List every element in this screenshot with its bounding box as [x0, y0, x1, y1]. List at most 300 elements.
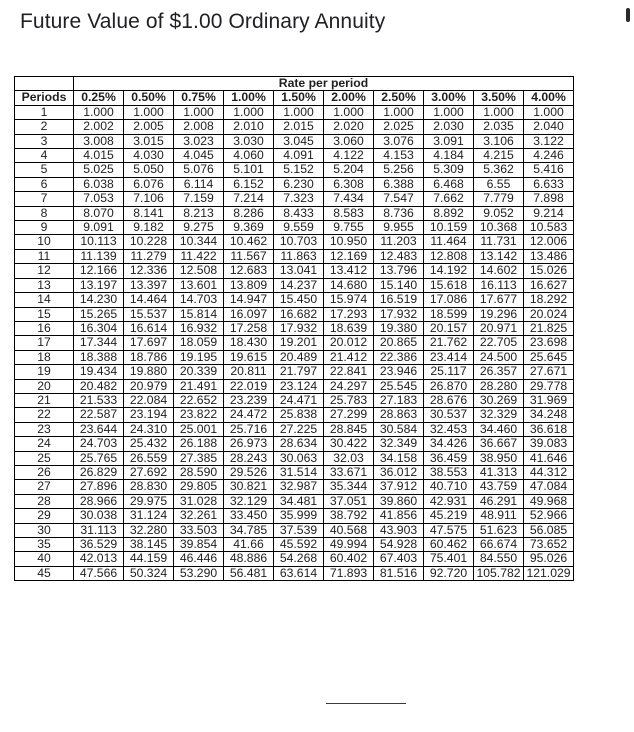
value-cell: 14.602 — [474, 264, 524, 278]
value-cell: 8.892 — [424, 206, 474, 220]
period-cell: 27 — [15, 480, 74, 494]
value-cell: 41.313 — [474, 465, 524, 479]
value-cell: 1.000 — [174, 105, 224, 119]
value-cell: 19.201 — [274, 336, 324, 350]
value-cell: 13.486 — [524, 249, 574, 263]
table-row — [15, 465, 574, 479]
value-cell: 7.159 — [174, 192, 224, 206]
value-cell: 4.184 — [424, 149, 474, 163]
value-cell: 20.865 — [374, 336, 424, 350]
value-cell: 40.710 — [424, 480, 474, 494]
value-cell: 37.051 — [324, 494, 374, 508]
value-cell: 27.183 — [374, 393, 424, 407]
table-row — [15, 177, 574, 191]
value-cell: 38.950 — [474, 451, 524, 465]
value-cell: 16.519 — [374, 293, 424, 307]
value-cell: 66.674 — [474, 538, 524, 552]
value-cell: 60.402 — [324, 552, 374, 566]
value-cell: 22.386 — [374, 350, 424, 364]
value-cell: 33.503 — [174, 523, 224, 537]
value-cell: 21.762 — [424, 336, 474, 350]
value-cell: 7.106 — [124, 192, 174, 206]
value-cell: 32.329 — [474, 408, 524, 422]
rate-column-header: 0.50% — [124, 91, 174, 105]
value-cell: 4.091 — [274, 149, 324, 163]
value-cell: 52.966 — [524, 509, 574, 523]
value-cell: 54.268 — [274, 552, 324, 566]
period-cell: 9 — [15, 221, 74, 235]
period-cell: 30 — [15, 523, 74, 537]
value-cell: 18.059 — [174, 336, 224, 350]
value-cell: 17.086 — [424, 293, 474, 307]
value-cell: 24.297 — [324, 379, 374, 393]
value-cell: 6.308 — [324, 177, 374, 191]
value-cell: 29.805 — [174, 480, 224, 494]
value-cell: 10.950 — [324, 235, 374, 249]
value-cell: 5.362 — [474, 163, 524, 177]
period-cell: 29 — [15, 509, 74, 523]
value-cell: 10.583 — [524, 221, 574, 235]
table-row — [15, 365, 574, 379]
value-cell: 12.169 — [324, 249, 374, 263]
value-cell: 11.139 — [74, 249, 124, 263]
value-cell: 17.344 — [74, 336, 124, 350]
value-cell: 32.280 — [124, 523, 174, 537]
value-cell: 11.203 — [374, 235, 424, 249]
value-cell: 17.932 — [374, 307, 424, 321]
table-row — [15, 235, 574, 249]
period-cell: 22 — [15, 408, 74, 422]
value-cell: 26.870 — [424, 379, 474, 393]
value-cell: 28.676 — [424, 393, 474, 407]
value-cell: 5.204 — [324, 163, 374, 177]
value-cell: 51.623 — [474, 523, 524, 537]
value-cell: 44.312 — [524, 465, 574, 479]
value-cell: 1.000 — [374, 105, 424, 119]
page-title: Future Value of $1.00 Ordinary Annuity — [20, 10, 386, 33]
value-cell: 9.369 — [224, 221, 274, 235]
value-cell: 105.782 — [474, 566, 524, 580]
value-cell: 44.159 — [124, 552, 174, 566]
value-cell: 14.947 — [224, 293, 274, 307]
value-cell: 1.000 — [274, 105, 324, 119]
value-cell: 23.239 — [224, 393, 274, 407]
value-cell: 71.893 — [324, 566, 374, 580]
value-cell: 32.129 — [224, 494, 274, 508]
value-cell: 21.797 — [274, 365, 324, 379]
value-cell: 1.000 — [124, 105, 174, 119]
value-cell: 2.010 — [224, 120, 274, 134]
value-cell: 23.822 — [174, 408, 224, 422]
value-cell: 10.368 — [474, 221, 524, 235]
value-cell: 12.166 — [74, 264, 124, 278]
table-row — [15, 494, 574, 508]
value-cell: 1.000 — [524, 105, 574, 119]
value-cell: 50.324 — [124, 566, 174, 580]
value-cell: 23.414 — [424, 350, 474, 364]
value-cell: 54.928 — [374, 538, 424, 552]
value-cell: 11.422 — [174, 249, 224, 263]
value-cell: 22.084 — [124, 393, 174, 407]
value-cell: 7.898 — [524, 192, 574, 206]
value-cell: 1.000 — [224, 105, 274, 119]
period-cell: 40 — [15, 552, 74, 566]
rate-column-header: 1.50% — [274, 91, 324, 105]
period-cell: 7 — [15, 192, 74, 206]
annuity-table — [14, 76, 574, 581]
value-cell: 27.299 — [324, 408, 374, 422]
table-body — [15, 105, 574, 580]
value-cell: 24.472 — [224, 408, 274, 422]
value-cell: 29.778 — [524, 379, 574, 393]
value-cell: 12.808 — [424, 249, 474, 263]
table-row — [15, 480, 574, 494]
table-row — [15, 393, 574, 407]
value-cell: 36.459 — [424, 451, 474, 465]
value-cell: 11.279 — [124, 249, 174, 263]
value-cell: 6.388 — [374, 177, 424, 191]
bottom-divider — [326, 703, 406, 704]
value-cell: 20.339 — [174, 365, 224, 379]
value-cell: 5.076 — [174, 163, 224, 177]
value-cell: 14.237 — [274, 278, 324, 292]
table-row — [15, 278, 574, 292]
value-cell: 34.158 — [374, 451, 424, 465]
value-cell: 5.309 — [424, 163, 474, 177]
value-cell: 3.015 — [124, 134, 174, 148]
value-cell: 2.015 — [274, 120, 324, 134]
value-cell: 9.214 — [524, 206, 574, 220]
value-cell: 2.020 — [324, 120, 374, 134]
value-cell: 12.683 — [224, 264, 274, 278]
value-cell: 3.122 — [524, 134, 574, 148]
annuity-table-container — [14, 76, 574, 581]
value-cell: 30.537 — [424, 408, 474, 422]
period-cell: 3 — [15, 134, 74, 148]
period-cell: 15 — [15, 307, 74, 321]
table-row — [15, 249, 574, 263]
value-cell: 9.755 — [324, 221, 374, 235]
value-cell: 25.765 — [74, 451, 124, 465]
value-cell: 3.091 — [424, 134, 474, 148]
rate-column-header: 4.00% — [524, 91, 574, 105]
value-cell: 27.225 — [274, 422, 324, 436]
period-cell: 19 — [15, 365, 74, 379]
value-cell: 19.380 — [374, 321, 424, 335]
value-cell: 10.228 — [124, 235, 174, 249]
period-cell: 18 — [15, 350, 74, 364]
value-cell: 49.994 — [324, 538, 374, 552]
period-cell: 23 — [15, 422, 74, 436]
value-cell: 28.243 — [224, 451, 274, 465]
value-cell: 48.911 — [474, 509, 524, 523]
value-cell: 6.114 — [174, 177, 224, 191]
value-cell: 10.703 — [274, 235, 324, 249]
value-cell: 30.422 — [324, 437, 374, 451]
value-cell: 16.682 — [274, 307, 324, 321]
value-cell: 25.117 — [424, 365, 474, 379]
rate-column-header: 2.00% — [324, 91, 374, 105]
table-row — [15, 149, 574, 163]
value-cell: 8.213 — [174, 206, 224, 220]
value-cell: 8.433 — [274, 206, 324, 220]
rate-column-header: 3.50% — [474, 91, 524, 105]
value-cell: 47.566 — [74, 566, 124, 580]
value-cell: 23.644 — [74, 422, 124, 436]
value-cell: 24.310 — [124, 422, 174, 436]
period-cell: 12 — [15, 264, 74, 278]
period-cell: 13 — [15, 278, 74, 292]
table-row — [15, 307, 574, 321]
value-cell: 13.142 — [474, 249, 524, 263]
value-cell: 17.697 — [124, 336, 174, 350]
table-row — [15, 552, 574, 566]
value-cell: 2.040 — [524, 120, 574, 134]
value-cell: 9.182 — [124, 221, 174, 235]
value-cell: 14.464 — [124, 293, 174, 307]
period-cell: 25 — [15, 451, 74, 465]
value-cell: 27.671 — [524, 365, 574, 379]
value-cell: 42.013 — [74, 552, 124, 566]
table-row — [15, 264, 574, 278]
value-cell: 13.041 — [274, 264, 324, 278]
value-cell: 47.575 — [424, 523, 474, 537]
value-cell: 17.677 — [474, 293, 524, 307]
value-cell: 24.500 — [474, 350, 524, 364]
value-cell: 121.029 — [524, 566, 574, 580]
rate-column-header: 1.00% — [224, 91, 274, 105]
value-cell: 11.863 — [274, 249, 324, 263]
value-cell: 36.012 — [374, 465, 424, 479]
period-cell: 24 — [15, 437, 74, 451]
value-cell: 10.462 — [224, 235, 274, 249]
value-cell: 43.759 — [474, 480, 524, 494]
rate-column-header: 3.00% — [424, 91, 474, 105]
table-row — [15, 163, 574, 177]
value-cell: 16.113 — [474, 278, 524, 292]
table-row — [15, 509, 574, 523]
value-cell: 28.280 — [474, 379, 524, 393]
value-cell: 15.974 — [324, 293, 374, 307]
value-cell: 18.639 — [324, 321, 374, 335]
value-cell: 4.030 — [124, 149, 174, 163]
value-cell: 19.195 — [174, 350, 224, 364]
value-cell: 20.489 — [274, 350, 324, 364]
value-cell: 20.979 — [124, 379, 174, 393]
value-cell: 31.028 — [174, 494, 224, 508]
value-cell: 2.030 — [424, 120, 474, 134]
value-cell: 45.592 — [274, 538, 324, 552]
value-cell: 33.450 — [224, 509, 274, 523]
value-cell: 5.416 — [524, 163, 574, 177]
rate-header-row — [15, 77, 574, 91]
value-cell: 4.045 — [174, 149, 224, 163]
value-cell: 6.038 — [74, 177, 124, 191]
value-cell: 26.357 — [474, 365, 524, 379]
value-cell: 16.097 — [224, 307, 274, 321]
period-cell: 17 — [15, 336, 74, 350]
value-cell: 6.152 — [224, 177, 274, 191]
value-cell: 3.045 — [274, 134, 324, 148]
value-cell: 49.968 — [524, 494, 574, 508]
value-cell: 13.796 — [374, 264, 424, 278]
value-cell: 31.969 — [524, 393, 574, 407]
value-cell: 15.265 — [74, 307, 124, 321]
rate-column-header: 2.50% — [374, 91, 424, 105]
period-cell: 26 — [15, 465, 74, 479]
value-cell: 20.482 — [74, 379, 124, 393]
value-cell: 10.344 — [174, 235, 224, 249]
value-cell: 3.030 — [224, 134, 274, 148]
value-cell: 38.553 — [424, 465, 474, 479]
table-row — [15, 566, 574, 580]
period-cell: 11 — [15, 249, 74, 263]
value-cell: 9.091 — [74, 221, 124, 235]
value-cell: 39.854 — [174, 538, 224, 552]
value-cell: 26.973 — [224, 437, 274, 451]
table-row — [15, 451, 574, 465]
value-cell: 28.966 — [74, 494, 124, 508]
scroll-handle[interactable] — [626, 8, 630, 22]
value-cell: 42.931 — [424, 494, 474, 508]
value-cell: 18.786 — [124, 350, 174, 364]
value-cell: 13.601 — [174, 278, 224, 292]
table-row — [15, 221, 574, 235]
value-cell: 6.468 — [424, 177, 474, 191]
value-cell: 11.567 — [224, 249, 274, 263]
value-cell: 28.863 — [374, 408, 424, 422]
value-cell: 25.838 — [274, 408, 324, 422]
value-cell: 21.533 — [74, 393, 124, 407]
value-cell: 48.886 — [224, 552, 274, 566]
value-cell: 28.845 — [324, 422, 374, 436]
value-cell: 12.336 — [124, 264, 174, 278]
value-cell: 5.050 — [124, 163, 174, 177]
value-cell: 22.019 — [224, 379, 274, 393]
value-cell: 17.258 — [224, 321, 274, 335]
value-cell: 36.667 — [474, 437, 524, 451]
table-row — [15, 105, 574, 119]
value-cell: 3.023 — [174, 134, 224, 148]
value-cell: 4.015 — [74, 149, 124, 163]
table-row — [15, 321, 574, 335]
value-cell: 2.035 — [474, 120, 524, 134]
value-cell: 36.529 — [74, 538, 124, 552]
value-cell: 17.932 — [274, 321, 324, 335]
value-cell: 41.646 — [524, 451, 574, 465]
value-cell: 22.652 — [174, 393, 224, 407]
value-cell: 22.841 — [324, 365, 374, 379]
value-cell: 43.903 — [374, 523, 424, 537]
value-cell: 5.152 — [274, 163, 324, 177]
value-cell: 5.101 — [224, 163, 274, 177]
value-cell: 19.880 — [124, 365, 174, 379]
value-cell: 23.194 — [124, 408, 174, 422]
value-cell: 53.290 — [174, 566, 224, 580]
value-cell: 35.344 — [324, 480, 374, 494]
value-cell: 35.999 — [274, 509, 324, 523]
value-cell: 19.296 — [474, 307, 524, 321]
value-cell: 18.292 — [524, 293, 574, 307]
table-row — [15, 437, 574, 451]
period-cell: 2 — [15, 120, 74, 134]
value-cell: 32.03 — [324, 451, 374, 465]
value-cell: 13.397 — [124, 278, 174, 292]
value-cell: 28.830 — [124, 480, 174, 494]
value-cell: 16.304 — [74, 321, 124, 335]
value-cell: 7.779 — [474, 192, 524, 206]
value-cell: 25.716 — [224, 422, 274, 436]
value-cell: 56.085 — [524, 523, 574, 537]
value-cell: 8.141 — [124, 206, 174, 220]
value-cell: 23.698 — [524, 336, 574, 350]
header-empty-cell — [15, 77, 74, 91]
value-cell: 2.008 — [174, 120, 224, 134]
value-cell: 3.060 — [324, 134, 374, 148]
value-cell: 14.230 — [74, 293, 124, 307]
value-cell: 4.246 — [524, 149, 574, 163]
value-cell: 34.785 — [224, 523, 274, 537]
value-cell: 45.219 — [424, 509, 474, 523]
value-cell: 21.412 — [324, 350, 374, 364]
value-cell: 27.385 — [174, 451, 224, 465]
value-cell: 1.000 — [474, 105, 524, 119]
value-cell: 19.434 — [74, 365, 124, 379]
value-cell: 26.559 — [124, 451, 174, 465]
value-cell: 25.645 — [524, 350, 574, 364]
value-cell: 38.792 — [324, 509, 374, 523]
value-cell: 24.471 — [274, 393, 324, 407]
period-cell: 8 — [15, 206, 74, 220]
value-cell: 5.025 — [74, 163, 124, 177]
column-header-row — [15, 91, 574, 105]
value-cell: 8.286 — [224, 206, 274, 220]
table-row — [15, 538, 574, 552]
value-cell: 21.491 — [174, 379, 224, 393]
value-cell: 7.434 — [324, 192, 374, 206]
value-cell: 10.113 — [74, 235, 124, 249]
table-row — [15, 408, 574, 422]
value-cell: 2.025 — [374, 120, 424, 134]
value-cell: 21.825 — [524, 321, 574, 335]
period-cell: 4 — [15, 149, 74, 163]
value-cell: 6.076 — [124, 177, 174, 191]
value-cell: 2.002 — [74, 120, 124, 134]
value-cell: 3.008 — [74, 134, 124, 148]
rate-column-header: 0.25% — [74, 91, 124, 105]
value-cell: 8.583 — [324, 206, 374, 220]
value-cell: 10.159 — [424, 221, 474, 235]
table-row — [15, 206, 574, 220]
period-cell: 14 — [15, 293, 74, 307]
table-row — [15, 350, 574, 364]
period-cell: 28 — [15, 494, 74, 508]
value-cell: 20.157 — [424, 321, 474, 335]
value-cell: 30.063 — [274, 451, 324, 465]
value-cell: 4.122 — [324, 149, 374, 163]
value-cell: 7.214 — [224, 192, 274, 206]
value-cell: 13.197 — [74, 278, 124, 292]
value-cell: 1.000 — [324, 105, 374, 119]
table-row — [15, 422, 574, 436]
value-cell: 63.614 — [274, 566, 324, 580]
value-cell: 20.811 — [224, 365, 274, 379]
value-cell: 3.076 — [374, 134, 424, 148]
value-cell: 95.026 — [524, 552, 574, 566]
value-cell: 9.955 — [374, 221, 424, 235]
value-cell: 11.731 — [474, 235, 524, 249]
value-cell: 20.971 — [474, 321, 524, 335]
